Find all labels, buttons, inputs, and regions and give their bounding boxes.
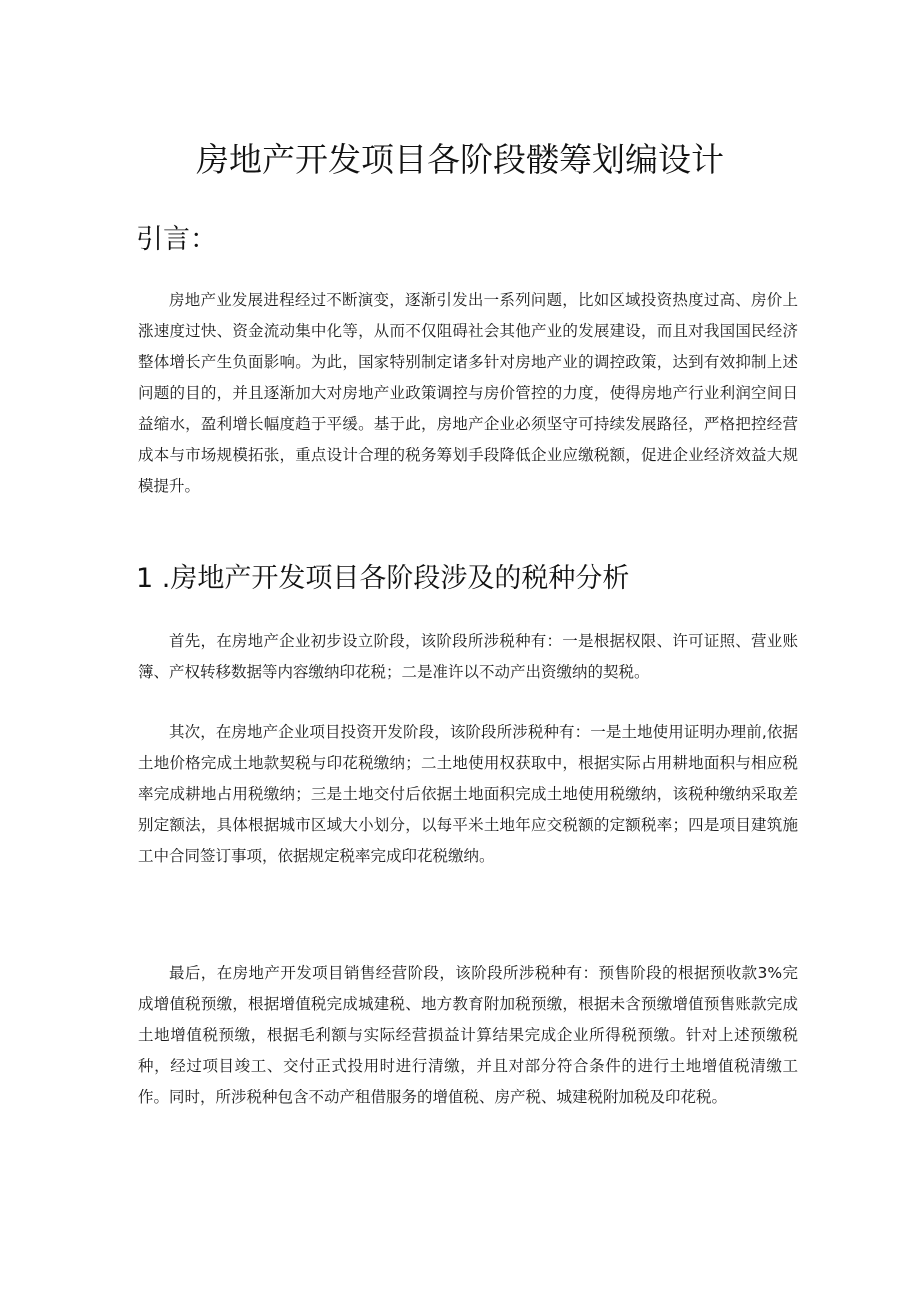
section-1-heading: 1 .房地产开发项目各阶段涉及的税种分析: [136, 563, 630, 594]
intro-heading: 引言：: [136, 224, 217, 255]
document-title: 房地产开发项目各阶段髅筹划编设计: [196, 140, 724, 179]
intro-paragraph: 房地产业发展进程经过不断演变，逐渐引发出一系列问题，比如区域投资热度过高、房价上涨速度过快、资金流动集中化等，从而不仅阻碍社会其他产业的发展建设，而且对我国国民经济整体增长产生负面影响。为此，国家特别制定诸多针对房地产业的调控政策，达到有效抑制上述问题的目的，并且逐渐加大对房地产业政策调控与房价管控的力度，使得房地产行业利润空间日益缩水，盈利增长幅度趋于平缓。基于此，房地产企业必须坚守可持续发展路径，严格把控经营成本与市场规模拓张，重点设计合理的税务筹划手段降低企业应缴税额，促进企业经济效益大规模提升。: [138, 291, 798, 495]
section-1-paragraph-third: 最后，在房地产开发项目销售经营阶段，该阶段所涉税种有：预售阶段的根据预收款3%完成增值税预缴，根据增值税完成城建税、地方教育附加税预缴，根据未含预缴增值预售账款完成土地增值税预缴，根据毛利额与实际经营损益计算结果完成企业所得税预缴。针对上述预缴税种，经过项目竣工、交付正式投用时进行清缴，并且对部分符合条件的进行土地增值税清缴工作。同时，所涉税种包含不动产租借服务的增值税、房产税、城建税附加税及印花税。: [138, 964, 798, 1106]
section-1-paragraph-first: 首先，在房地产企业初步设立阶段，该阶段所涉税种有：一是根据权限、许可证照、营业账簿、产权转移数据等内容缴纳印花税；二是准许以不动产出资缴纳的契税。: [138, 632, 798, 681]
section-1-paragraph-second: 其次，在房地产企业项目投资开发阶段，该阶段所涉税种有：一是土地使用证明办理前,依据土地价格完成土地款契税与印花税缴纳；二土地使用权获取中，根据实际占用耕地面积与相应税率完成耕地占用税缴纳；三是土地交付后依据土地面积完成土地使用税缴纳，该税种缴纳采取差别定额法，具体根据城市区域大小划分，以每平米土地年应交税额的定额税率；四是项目建筑施工中合同签订事项，依据规定税率完成印花税缴纳。: [138, 723, 798, 865]
